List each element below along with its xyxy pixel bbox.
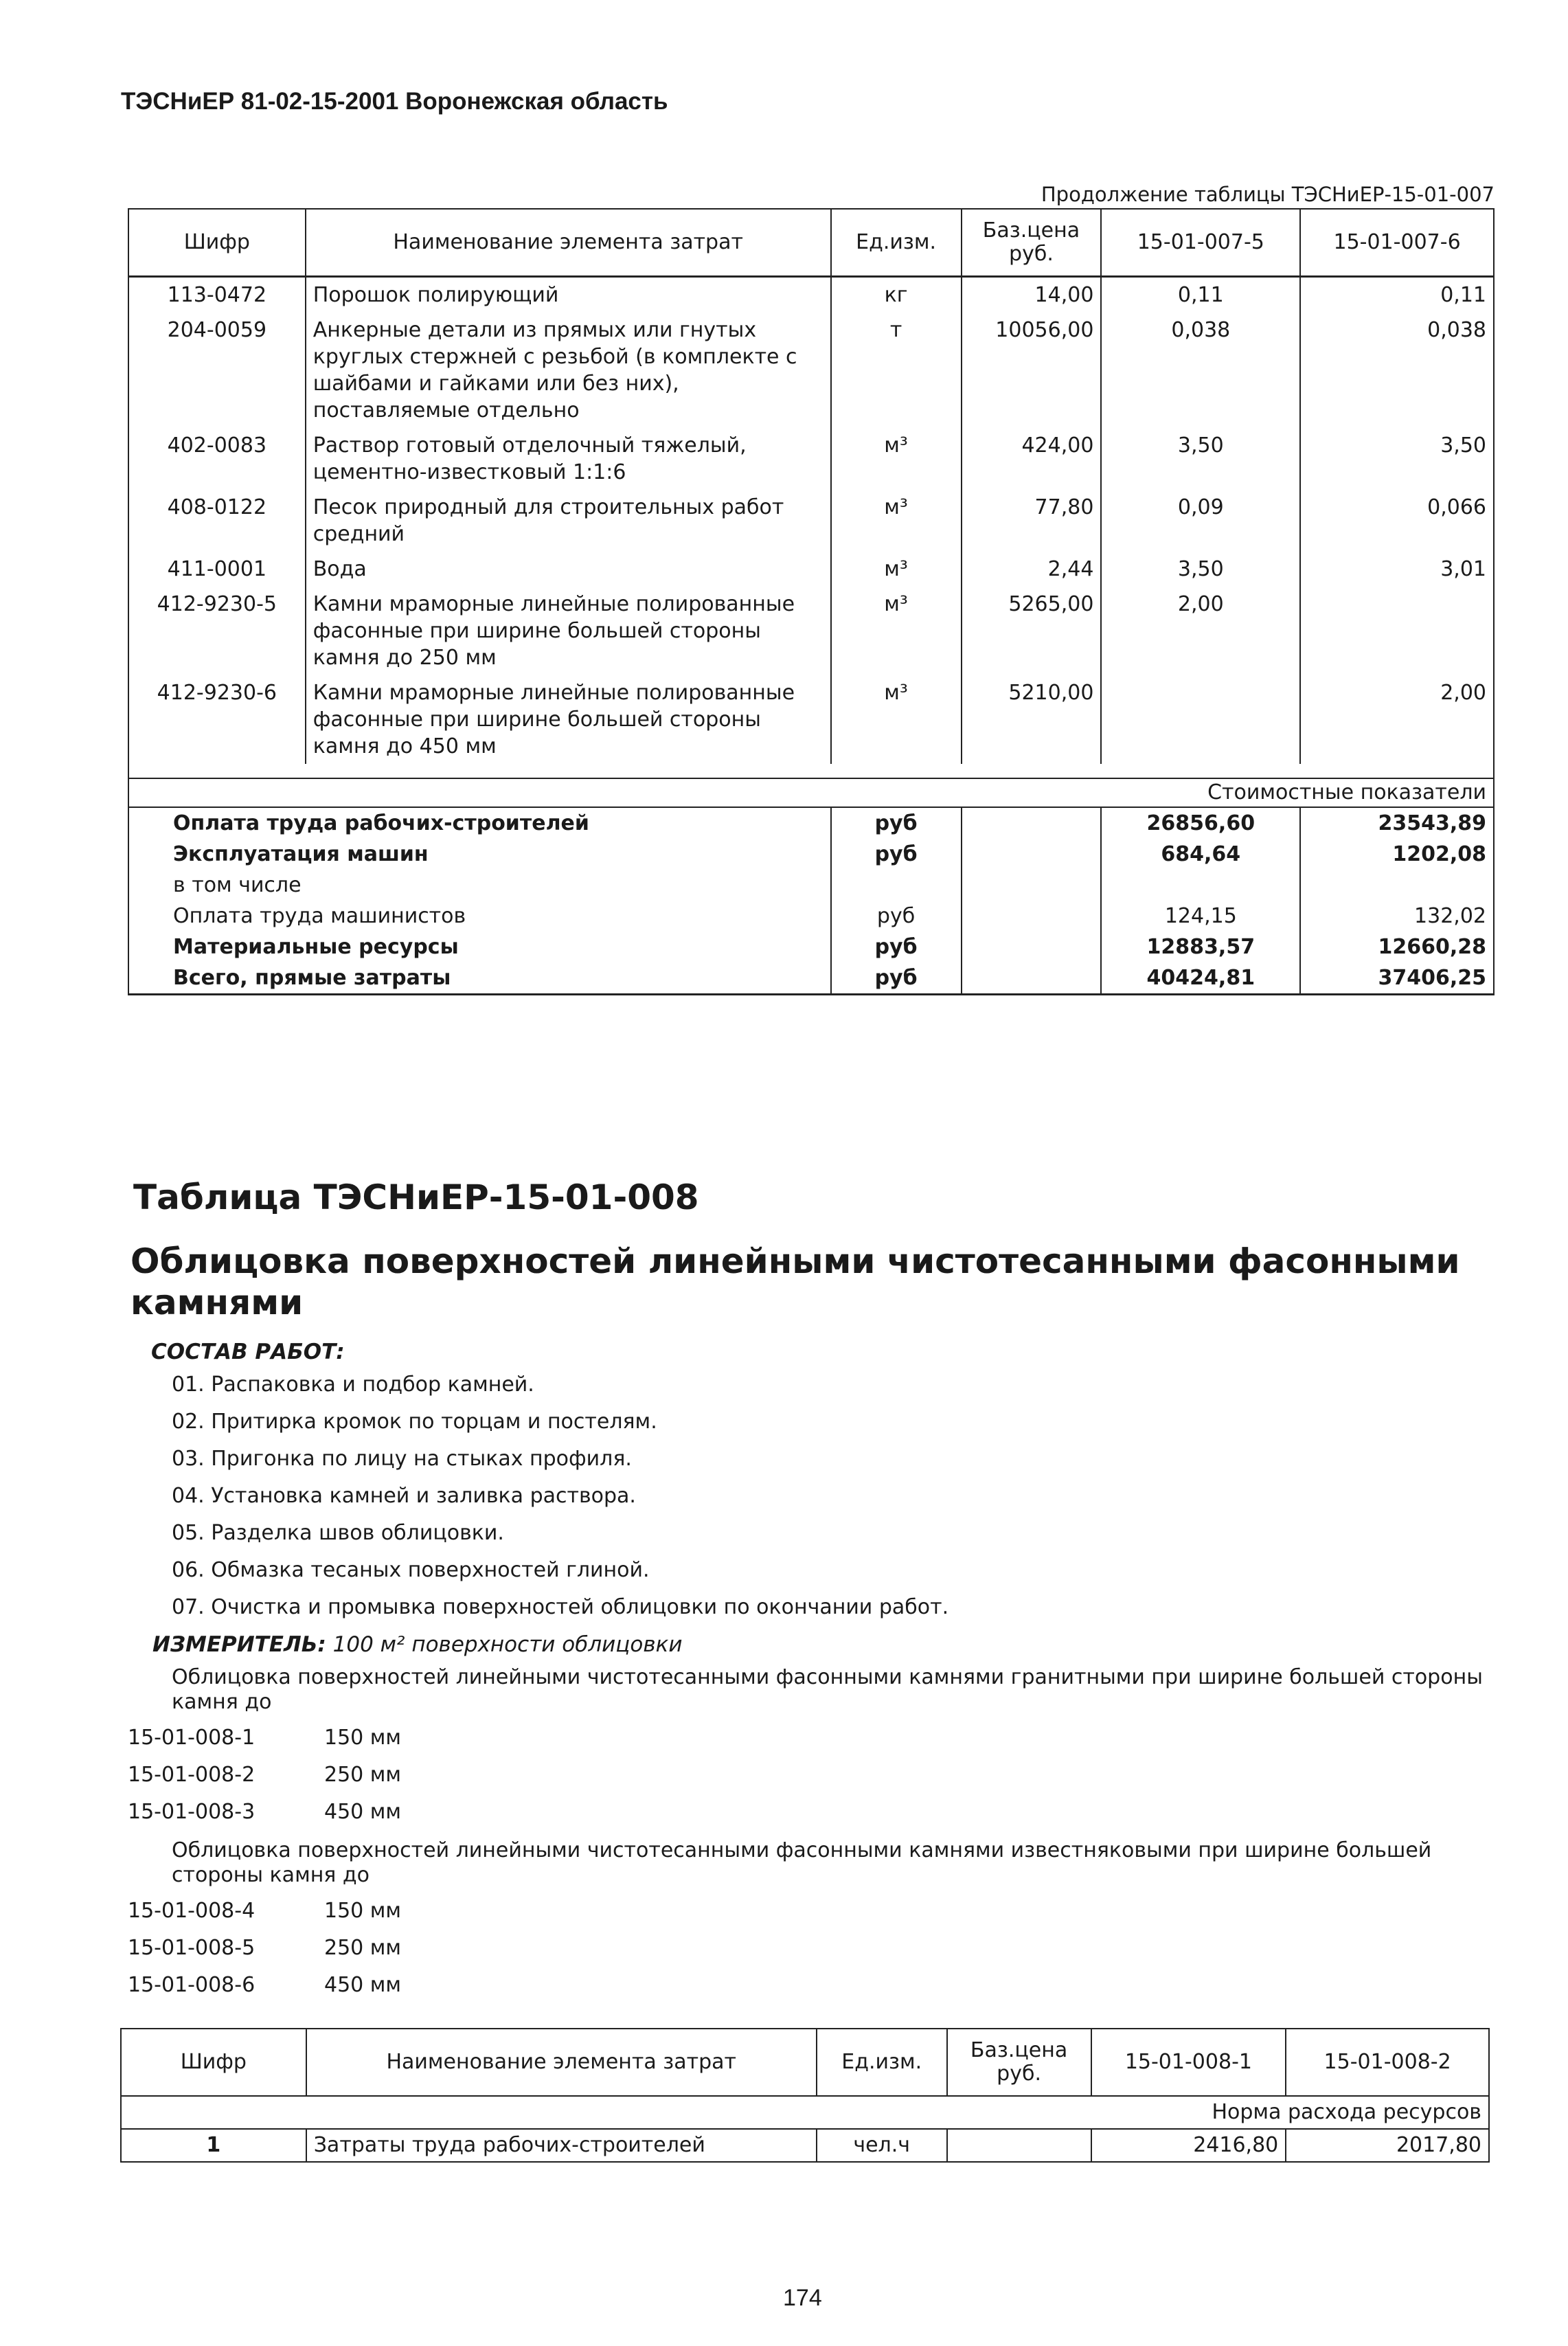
group1-description: Облицовка поверхностей линейными чистотесанными фасонными камнями гранитными при ширине большей стороны камня до xyxy=(172,1665,1483,1714)
table-row xyxy=(128,675,1494,764)
row-unit: м³ xyxy=(831,675,962,764)
row-value-5 xyxy=(1101,675,1300,764)
summary-unit xyxy=(831,870,962,901)
row-value-5: 3,50 xyxy=(1101,552,1300,587)
row-code: 411-0001 xyxy=(128,552,306,587)
summary-unit: руб xyxy=(831,807,962,839)
meter-line xyxy=(152,1632,683,1657)
section-title: Таблица ТЭСНиЕР-15-01-008 xyxy=(133,1177,699,1217)
col-header-price: Баз.цена руб. xyxy=(947,2029,1091,2096)
row-price: 5210,00 xyxy=(962,675,1102,764)
summary-value-5: 684,64 xyxy=(1101,839,1300,870)
meter-label: ИЗМЕРИТЕЛЬ: xyxy=(152,1632,326,1657)
col-header-007-6: 15-01-007-6 xyxy=(1300,209,1494,277)
row-code: 402-0083 xyxy=(128,428,306,490)
summary-value-6: 12660,28 xyxy=(1300,932,1494,962)
group2-size: 450 мм xyxy=(324,1973,402,1997)
group2-description: Облицовка поверхностей линейными чистотесанными фасонными камнями известняковыми при ширине большей стороны камня до xyxy=(172,1838,1432,1887)
operation-item: 01. Распаковка и подбор камней. xyxy=(172,1373,534,1397)
summary-row xyxy=(128,839,1494,870)
summary-name: Всего, прямые затраты xyxy=(128,962,831,995)
row-price: 77,80 xyxy=(962,490,1102,552)
operation-item: 07. Очистка и промывка поверхностей облицовки по окончании работ. xyxy=(172,1595,949,1619)
table-row xyxy=(128,490,1494,552)
section-subtitle: Облицовка поверхностей линейными чистотесанными фасонными камнями xyxy=(130,1241,1460,1322)
works-label: СОСТАВ РАБОТ: xyxy=(151,1340,345,1364)
document-header: ТЭСНиЕР 81-02-15-2001 Воронежская область xyxy=(121,88,668,115)
group1-size: 150 мм xyxy=(324,1726,402,1750)
summary-value-5: 40424,81 xyxy=(1101,962,1300,995)
summary-value-5 xyxy=(1101,870,1300,901)
row-name: Вода xyxy=(306,552,831,587)
row-name: Камни мраморные линейные полированные фасонные при ширине большей стороны камня до 250 мм xyxy=(306,587,831,675)
col-header-unit: Ед.изм. xyxy=(831,209,962,277)
row-code: 412-9230-6 xyxy=(128,675,306,764)
col-header-name: Наименование элемента затрат xyxy=(306,2029,817,2096)
row-name: Порошок полирующий xyxy=(306,277,831,313)
group1-code: 15-01-008-3 xyxy=(128,1800,255,1824)
summary-name: Материальные ресурсы xyxy=(128,932,831,962)
row-code: 408-0122 xyxy=(128,490,306,552)
col-header-007-5: 15-01-007-5 xyxy=(1101,209,1300,277)
row-name: Камни мраморные линейные полированные фасонные при ширине большей стороны камня до 450 мм xyxy=(306,675,831,764)
row-name: Песок природный для строительных работ средний xyxy=(306,490,831,552)
row-code: 412-9230-5 xyxy=(128,587,306,675)
row-code: 204-0059 xyxy=(128,313,306,428)
group2-code: 15-01-008-4 xyxy=(128,1899,255,1923)
summary-value-6 xyxy=(1300,870,1494,901)
summary-row xyxy=(128,932,1494,962)
resources-table-007 xyxy=(128,208,1495,995)
table-row xyxy=(121,2129,1489,2162)
group2-code: 15-01-008-6 xyxy=(128,1973,255,1997)
row-value-6: 3,01 xyxy=(1300,552,1494,587)
col-header-price: Баз.цена руб. xyxy=(962,209,1102,277)
row-unit: м³ xyxy=(831,490,962,552)
norm-header: Норма расхода ресурсов xyxy=(121,2096,1489,2129)
col-header-name: Наименование элемента затрат xyxy=(306,209,831,277)
col-header-code: Шифр xyxy=(121,2029,306,2096)
row-value-1: 2416,80 xyxy=(1091,2129,1286,2162)
row-value-6 xyxy=(1300,587,1494,675)
summary-name: Оплата труда рабочих-строителей xyxy=(128,807,831,839)
group1-size: 250 мм xyxy=(324,1763,402,1787)
col-header-code: Шифр xyxy=(128,209,306,277)
summary-value-5: 12883,57 xyxy=(1101,932,1300,962)
row-value-6: 0,038 xyxy=(1300,313,1494,428)
operation-item: 05. Разделка швов облицовки. xyxy=(172,1521,504,1545)
summary-name: в том числе xyxy=(128,870,831,901)
resources-table-008 xyxy=(120,2028,1490,2163)
row-unit: чел.ч xyxy=(817,2129,947,2162)
row-price: 10056,00 xyxy=(962,313,1102,428)
row-unit: м³ xyxy=(831,552,962,587)
row-price: 14,00 xyxy=(962,277,1102,313)
row-value-5: 0,09 xyxy=(1101,490,1300,552)
summary-unit: руб xyxy=(831,962,962,995)
summary-row xyxy=(128,962,1494,995)
summary-unit: руб xyxy=(831,901,962,932)
row-value-5: 0,11 xyxy=(1101,277,1300,313)
group2-size: 250 мм xyxy=(324,1936,402,1960)
row-price: 2,44 xyxy=(962,552,1102,587)
summary-name: Эксплуатация машин xyxy=(128,839,831,870)
row-price: 5265,00 xyxy=(962,587,1102,675)
row-unit: м³ xyxy=(831,428,962,490)
row-code: 1 xyxy=(121,2129,306,2162)
group2-size: 150 мм xyxy=(324,1899,402,1923)
summary-value-6: 132,02 xyxy=(1300,901,1494,932)
summary-value-6: 1202,08 xyxy=(1300,839,1494,870)
operation-item: 04. Установка камней и заливка раствора. xyxy=(172,1484,636,1508)
row-value-6: 0,11 xyxy=(1300,277,1494,313)
summary-row xyxy=(128,807,1494,839)
table-continuation-note: Продолжение таблицы ТЭСНиЕР-15-01-007 xyxy=(1041,183,1495,206)
operation-item: 03. Пригонка по лицу на стыках профиля. xyxy=(172,1447,632,1471)
row-code: 113-0472 xyxy=(128,277,306,313)
page-number: 174 xyxy=(783,2285,822,2311)
row-value-6: 3,50 xyxy=(1300,428,1494,490)
row-price xyxy=(947,2129,1091,2162)
cost-indicators-header: Стоимостные показатели xyxy=(128,778,1494,807)
table-row xyxy=(128,428,1494,490)
summary-unit: руб xyxy=(831,932,962,962)
row-value-5: 0,038 xyxy=(1101,313,1300,428)
operation-item: 02. Притирка кромок по торцам и постелям. xyxy=(172,1410,657,1434)
group2-code: 15-01-008-5 xyxy=(128,1936,255,1960)
row-value-5: 2,00 xyxy=(1101,587,1300,675)
row-unit: кг xyxy=(831,277,962,313)
col-header-unit: Ед.изм. xyxy=(817,2029,947,2096)
summary-value-5: 124,15 xyxy=(1101,901,1300,932)
row-value-2: 2017,80 xyxy=(1286,2129,1489,2162)
group1-code: 15-01-008-1 xyxy=(128,1726,255,1750)
row-price: 424,00 xyxy=(962,428,1102,490)
summary-unit: руб xyxy=(831,839,962,870)
row-value-6: 2,00 xyxy=(1300,675,1494,764)
meter-value: 100 м² поверхности облицовки xyxy=(332,1632,683,1657)
table-row xyxy=(128,587,1494,675)
row-name: Затраты труда рабочих-строителей xyxy=(306,2129,817,2162)
row-name: Анкерные детали из прямых или гнутых круглых стержней с резьбой (в комплекте с шайбами и гайками или без них), поставляемые отдельно xyxy=(306,313,831,428)
summary-row xyxy=(128,901,1494,932)
table-row xyxy=(128,552,1494,587)
group1-code: 15-01-008-2 xyxy=(128,1763,255,1787)
col-header-008-1: 15-01-008-1 xyxy=(1091,2029,1286,2096)
summary-value-6: 23543,89 xyxy=(1300,807,1494,839)
group1-size: 450 мм xyxy=(324,1800,402,1824)
summary-value-6: 37406,25 xyxy=(1300,962,1494,995)
summary-name: Оплата труда машинистов xyxy=(128,901,831,932)
table-row xyxy=(128,277,1494,313)
summary-row xyxy=(128,870,1494,901)
col-header-008-2: 15-01-008-2 xyxy=(1286,2029,1489,2096)
summary-value-5: 26856,60 xyxy=(1101,807,1300,839)
row-value-5: 3,50 xyxy=(1101,428,1300,490)
row-name: Раствор готовый отделочный тяжелый, цементно-известковый 1:1:6 xyxy=(306,428,831,490)
row-value-6: 0,066 xyxy=(1300,490,1494,552)
table-row xyxy=(128,313,1494,428)
operation-item: 06. Обмазка тесаных поверхностей глиной. xyxy=(172,1558,650,1582)
row-unit: т xyxy=(831,313,962,428)
row-unit: м³ xyxy=(831,587,962,675)
